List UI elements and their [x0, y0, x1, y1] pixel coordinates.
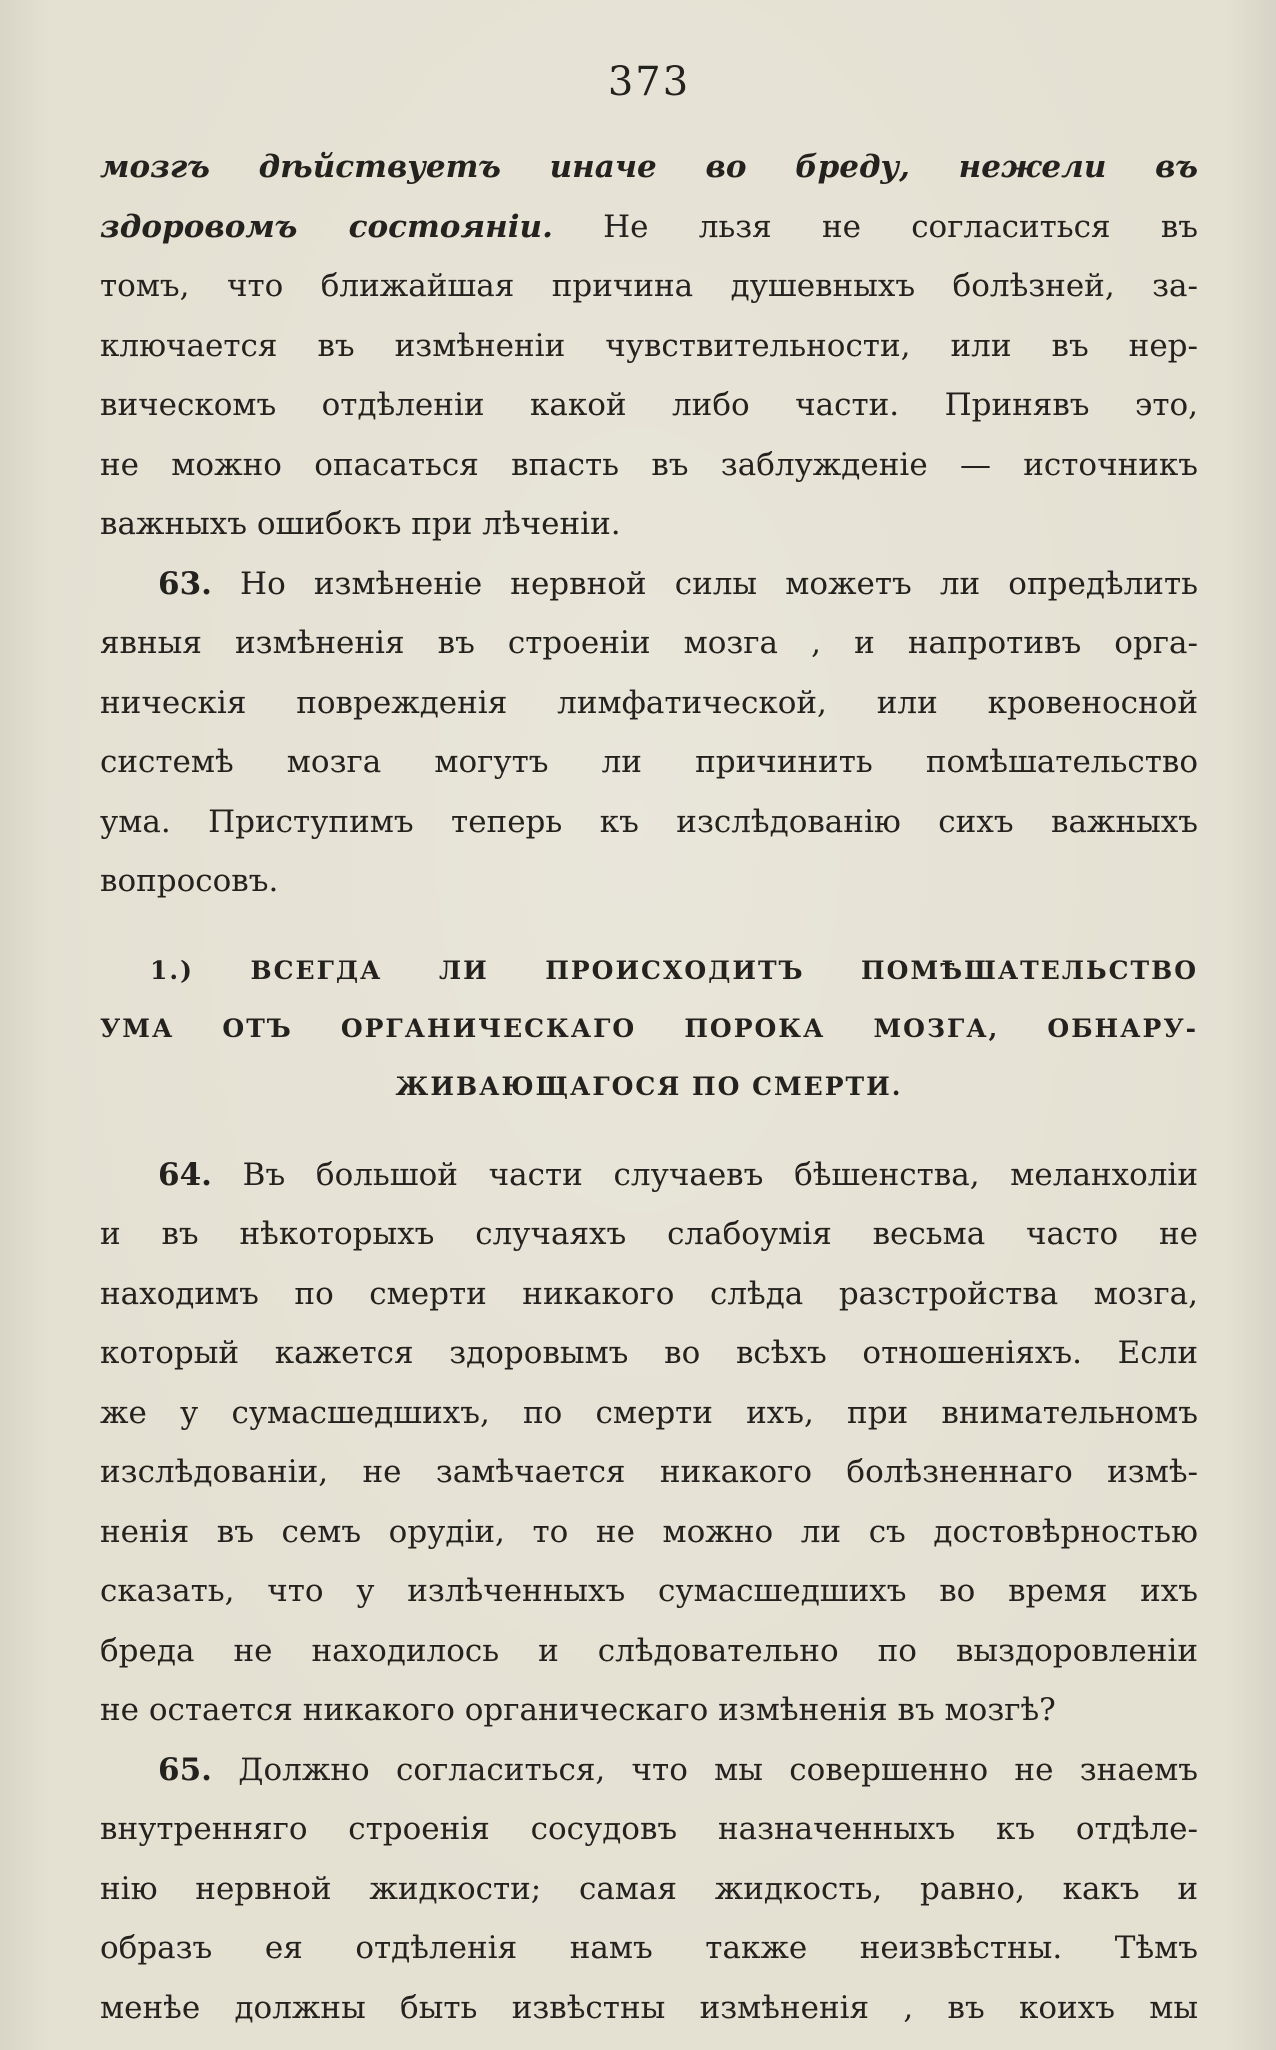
text-line: важныхъ ошибокъ при лѣченіи.	[100, 506, 621, 542]
text-line	[100, 1741, 1198, 1801]
text-line	[100, 198, 1198, 258]
paragraph-number: 63.	[158, 565, 212, 602]
text-line: образъ ея отдѣленія намъ также неизвѣстны. Тѣмъ	[100, 1930, 1198, 1966]
text-line: бреда не находилось и слѣдовательно по выздоровленіи	[100, 1632, 1198, 1669]
paragraph-number: 65.	[158, 1751, 212, 1788]
text-line: изслѣдованіи, не замѣчается никакого болѣзненнаго измѣ-	[100, 1454, 1198, 1490]
text-line: внутренняго строенія сосудовъ назначенныхъ къ отдѣле-	[100, 1811, 1198, 1847]
text-line: нію нервной жидкости; самая жидкость, равно, какъ и	[100, 1870, 1198, 1907]
paragraph-continued	[100, 138, 1198, 555]
text-line: вическомъ отдѣленіи какой либо части. Принявъ это,	[100, 387, 1198, 423]
text-line	[100, 1146, 1198, 1206]
text-line: который кажется здоровымъ во всѣхъ отношеніяхъ. Если	[100, 1335, 1198, 1371]
text-line: ническія поврежденія лимфатической, или кровеносной	[100, 684, 1198, 721]
text-line: не можно опасаться впасть въ заблужденіе — источникъ	[100, 446, 1198, 483]
text-line: мозгъ дѣйствуетъ иначе во бреду, нежели въ	[100, 149, 1198, 185]
text-line	[100, 555, 1198, 615]
line-text: Не льзя не согласиться въ	[552, 208, 1198, 245]
emphasized-text: здоровомъ состояніи.	[100, 208, 553, 245]
heading-line: ЖИВАЮЩАГОСЯ ПО СМЕРТИ.	[395, 1071, 903, 1101]
text-line: системѣ мозга могутъ ли причинить помѣшательство	[100, 744, 1198, 780]
heading-line: 1.) ВСЕГДА ЛИ ПРОИСХОДИТЪ ПОМѢШАТЕЛЬСТВО	[150, 955, 1198, 985]
text-line: вопросовъ.	[100, 863, 279, 899]
paragraph-63	[100, 555, 1198, 912]
text-line: находимъ по смерти никакого слѣда разстройства мозга,	[100, 1275, 1198, 1312]
paragraph-number: 64.	[158, 1156, 212, 1193]
section-heading	[100, 942, 1198, 1116]
heading-line: УМА ОТЪ ОРГАНИЧЕСКАГО ПОРОКА МОЗГА, ОБНАРУ-	[100, 1013, 1198, 1043]
text-line: ключается въ измѣненіи чувствительности, или въ нер-	[100, 327, 1198, 364]
text-line: менѣе должны быть извѣстны измѣненія , въ коихъ мы	[100, 1989, 1198, 2026]
paragraph-64	[100, 1146, 1198, 1741]
text-line: явныя измѣненія въ строеніи мозга , и напротивъ орга-	[100, 625, 1198, 661]
text-line: сказать, что у излѣченныхъ сумасшедшихъ во время ихъ	[100, 1573, 1198, 1609]
page-number: 373	[607, 59, 691, 105]
paragraph-65	[100, 1741, 1198, 2039]
line-text: Должно согласиться, что мы совершенно не знаемъ	[211, 1751, 1198, 1788]
text-line: и въ нѣкоторыхъ случаяхъ слабоумія весьма часто не	[100, 1216, 1198, 1252]
text-line: же у сумасшедшихъ, по смерти ихъ, при внимательномъ	[100, 1394, 1198, 1431]
text-line: томъ, что ближайшая причина душевныхъ болѣзней, за-	[100, 268, 1198, 304]
text-line: ума. Приступимъ теперь къ изслѣдованію сихъ важныхъ	[100, 803, 1198, 840]
line-text: Но измѣненіе нервной силы можетъ ли опредѣлить	[211, 565, 1198, 602]
text-line: ненія въ семъ орудіи, то не можно ли съ достовѣрностью	[100, 1513, 1198, 1550]
line-text: Въ большой части случаевъ бѣшенства, меланхоліи	[211, 1156, 1198, 1193]
text-line: не остается никакого органическаго измѣненія въ мозгѣ?	[100, 1692, 1056, 1728]
